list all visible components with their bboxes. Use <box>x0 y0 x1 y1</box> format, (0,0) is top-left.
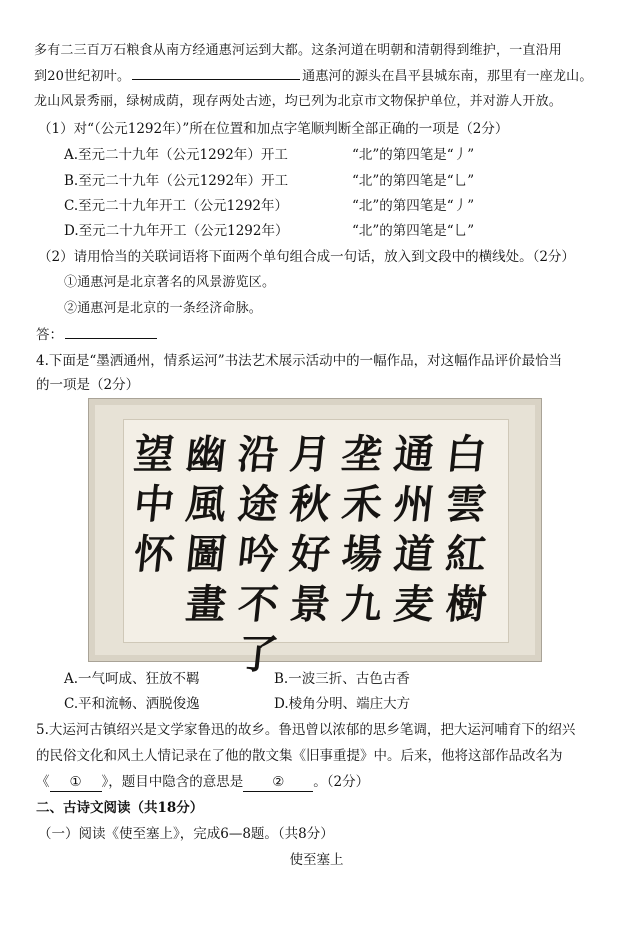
passage-line-2-start: 到20世纪初叶。 <box>34 69 131 84</box>
q4-stem-line-2: 的一项是（2分） <box>36 377 140 393</box>
calligraphy-character: 幽 <box>183 431 229 478</box>
calligraphy-paper <box>123 419 509 678</box>
q4-option-b: B.一波三折、古色古香 <box>274 671 410 687</box>
q1-option-d-text: D.至元二十九年开工（公元1292年） <box>64 223 289 239</box>
calligraphy-character: 好 <box>287 531 333 578</box>
calligraphy-character: 垄 <box>339 431 385 478</box>
q5-line-3 <box>36 773 369 792</box>
calligraphy-character: 途 <box>235 481 281 528</box>
q5-mid-text: 》，题目中隐含的意思是 <box>101 774 244 790</box>
q1-option-d-stroke: “北”的第四笔是“乚” <box>352 223 475 239</box>
calligraphy-character: 圖 <box>183 531 229 578</box>
calligraphy-character: 中 <box>131 481 177 528</box>
q2-sentence-2: ②通惠河是北京的一条经济命脉。 <box>64 301 263 316</box>
q1-option-b-text: B.至元二十九年（公元1292年）开工 <box>64 173 289 189</box>
calligraphy-character: 九 <box>339 581 385 628</box>
calligraphy-character: 通 <box>391 431 437 478</box>
answer-label: 答： <box>36 327 63 343</box>
calligraphy-character: 場 <box>339 531 385 578</box>
calligraphy-character: 麦 <box>391 581 437 628</box>
calligraphy-character: 了 <box>235 631 281 678</box>
calligraphy-character: 畫 <box>183 581 229 628</box>
q1-stem: （1）对“（公元1292年）”所在位置和加点字笔顺判断全部正确的一项是（2分） <box>38 121 509 137</box>
q4-option-c: C.平和流畅、洒脱俊逸 <box>64 696 200 712</box>
calligraphy-character: 禾 <box>339 481 385 528</box>
calligraphy-character: 望 <box>131 431 177 478</box>
calligraphy-column <box>339 430 385 630</box>
calligraphy-character: 景 <box>287 581 333 628</box>
calligraphy-character: 白 <box>443 431 489 478</box>
answer-blank-line <box>65 326 157 339</box>
calligraphy-column <box>287 430 333 630</box>
q5-book-open: 《 <box>36 774 50 790</box>
calligraphy-character: 樹 <box>443 581 489 628</box>
calligraphy-character: 吟 <box>235 531 281 578</box>
calligraphy-character: 怀 <box>131 531 177 578</box>
calligraphy-artwork <box>88 398 542 678</box>
q4-option-d: D.棱角分明、端庄大方 <box>274 696 411 712</box>
poem-title: 使至塞上 <box>289 852 344 868</box>
q2-stem: （2）请用恰当的关联词语将下面两个单句组合成一句话，放入到文段中的横线处。（2分） <box>38 249 575 265</box>
calligraphy-column <box>131 430 177 580</box>
q4-stem-line-1: 4.下面是“墨洒通州，情系运河”书法艺术展示活动中的一幅作品，对这幅作品评价最恰当 <box>36 353 563 369</box>
q1-option-c-stroke: “北”的第四笔是“丿” <box>352 198 475 214</box>
q1-option-c-text: C.至元二十九年开工（公元1292年） <box>64 198 288 214</box>
q5-blank-1: ① <box>50 773 102 792</box>
calligraphy-character: 沿 <box>235 431 281 478</box>
q5-line-1: 5.大运河古镇绍兴是文学家鲁迅的故乡。鲁迅曾以浓郁的思乡笔调，把大运河哺育下的绍兴 <box>36 722 576 738</box>
section-2-subheading: （一）阅读《使至塞上》，完成6—8题。（共8分） <box>38 826 334 842</box>
calligraphy-character: 州 <box>391 481 437 528</box>
calligraphy-character: 紅 <box>443 531 489 578</box>
passage-line-2 <box>34 67 593 86</box>
calligraphy-character: 秋 <box>287 481 333 528</box>
q1-option-a-text: A.至元二十九年（公元1292年）开工 <box>64 147 288 163</box>
passage-line-3: 龙山风景秀丽，绿树成荫，现存两处古迹，均已列为北京市文物保护单位，并对游人开放。 <box>34 94 563 109</box>
q4-option-a: A.一气呵成、狂放不羁 <box>64 671 200 687</box>
calligraphy-character: 雲 <box>443 481 489 528</box>
section-2-heading: 二、古诗文阅读（共18分） <box>36 800 204 816</box>
calligraphy-column <box>391 430 437 630</box>
q1-option-a-stroke: “北”的第四笔是“丿” <box>352 147 475 163</box>
calligraphy-character: 月 <box>287 431 333 478</box>
q2-sentence-1: ①通惠河是北京著名的风景游览区。 <box>64 275 276 290</box>
passage-line-2-end: 通惠河的源头在昌平县城东南，那里有一座龙山。 <box>302 69 593 84</box>
calligraphy-character: 不 <box>235 581 281 628</box>
passage-line-1: 多有二三百万石粮食从南方经通惠河运到大都。这条河道在明朝和清朝得到维护，一直沿用 <box>34 43 563 58</box>
calligraphy-column <box>443 430 489 630</box>
q2-answer-row <box>36 326 157 344</box>
calligraphy-column <box>183 430 229 630</box>
calligraphy-character: 道 <box>391 531 437 578</box>
q5-line-2: 的民俗文化和风土人情记录在了他的散文集《旧事重提》中。后来，他将这部作品改名为 <box>36 748 563 764</box>
calligraphy-column <box>235 430 281 680</box>
calligraphy-character: 風 <box>183 481 229 528</box>
fill-in-blank-line <box>132 67 300 80</box>
q1-option-b-stroke: “北”的第四笔是“乚” <box>352 173 475 189</box>
q5-blank-2: ② <box>243 773 313 792</box>
q5-end-text: 。（2分） <box>313 774 370 790</box>
